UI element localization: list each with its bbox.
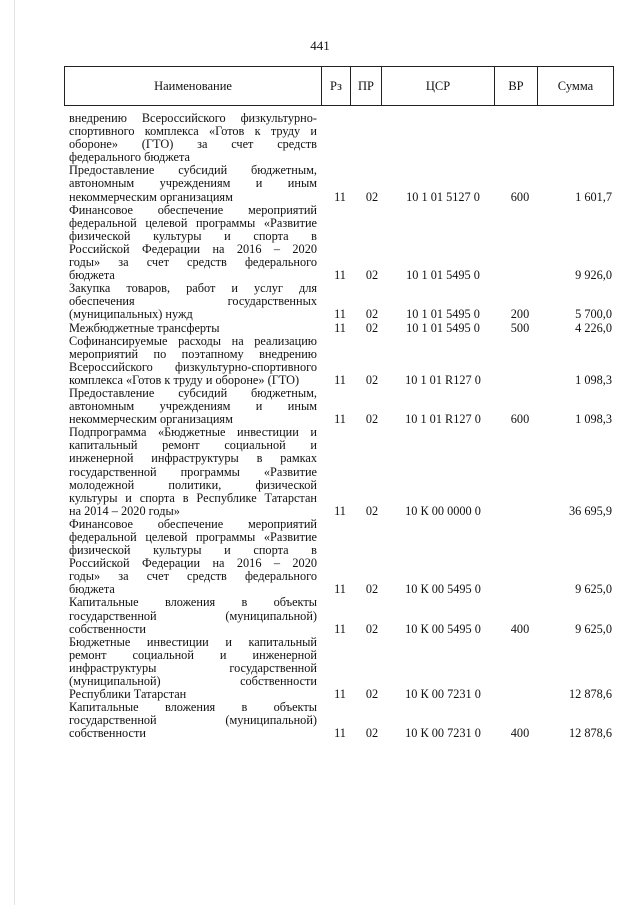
row-vr: 500 <box>510 320 530 335</box>
row-name-line: на 2014 – 2020 годы» <box>69 503 180 518</box>
row-sum: 5 700,0 <box>575 307 612 322</box>
row-name <box>69 701 317 740</box>
row-sum: 1 098,3 <box>575 372 612 387</box>
row-name-line: годы» за счет средств федерального <box>69 569 317 584</box>
row-sum: 12 878,6 <box>568 726 612 741</box>
header-rz: Рз <box>321 67 350 105</box>
row-name-line: обороне» (ГТО) за счет средств <box>69 137 317 152</box>
row-name-line: некоммерческим организациям <box>69 412 233 427</box>
row-pr: 02 <box>365 687 379 702</box>
row-name-line: (муниципальных) нужд <box>69 307 193 322</box>
row-sum: 1 601,7 <box>575 189 612 204</box>
row-pr: 02 <box>365 307 379 322</box>
row-name <box>69 112 317 164</box>
row-name <box>69 596 317 635</box>
row-sum: 9 625,0 <box>575 621 612 636</box>
row-rz: 11 <box>334 726 346 741</box>
row-name-line: Межбюджетные трансферты <box>69 320 220 335</box>
row-pr: 02 <box>365 372 379 387</box>
row-name-line: собственности <box>69 726 146 741</box>
row-vr: 600 <box>510 189 530 204</box>
row-name-line: внедрению Всероссийского физкультурно- <box>69 111 317 125</box>
header-name: Наименование <box>154 78 232 93</box>
row-rz: 11 <box>334 372 346 387</box>
row-name-line: автономным учреждениям и иным <box>69 176 317 191</box>
header-sum: Сумма <box>537 67 613 105</box>
row-name-line: Предоставление субсидий бюджетным, <box>69 163 317 178</box>
row-sum: 1 098,3 <box>575 412 612 427</box>
row-name <box>69 282 317 321</box>
row-rz: 11 <box>334 582 346 597</box>
row-vr: 400 <box>510 621 530 636</box>
row-name-line: Предоставление субсидий бюджетным, <box>69 385 317 400</box>
table-row <box>69 701 614 740</box>
header-vr: ВР <box>494 67 537 105</box>
row-name-line: Капитальные вложения в объекты <box>69 595 317 610</box>
table-row <box>69 335 614 387</box>
page-margin-line <box>14 0 15 905</box>
table-row <box>69 596 614 635</box>
row-rz: 11 <box>334 320 346 335</box>
row-name <box>69 204 317 283</box>
row-rz: 11 <box>334 621 346 636</box>
table-row <box>69 387 614 426</box>
row-name-line: годы» за счет средств федерального <box>69 255 317 270</box>
row-name-line: ремонт социальной и инженерной <box>69 647 317 662</box>
row-pr: 02 <box>365 268 379 283</box>
row-name-line: молодежной политики, физической <box>69 477 317 492</box>
row-sum: 9 625,0 <box>575 582 612 597</box>
row-rz: 11 <box>334 412 346 427</box>
table-header <box>64 66 614 106</box>
row-name <box>69 335 317 387</box>
row-name-line: Финансовое обеспечение мероприятий <box>69 202 317 217</box>
row-rz: 11 <box>334 307 346 322</box>
row-name-line: государственной (муниципальной) <box>69 608 317 623</box>
row-pr: 02 <box>365 582 379 597</box>
row-name-line: капитальный ремонт социальной и <box>69 438 317 453</box>
table-row <box>69 518 614 597</box>
table-row <box>69 636 614 701</box>
row-rz: 11 <box>334 268 346 283</box>
row-csr: 10 1 01 R127 0 <box>405 372 481 387</box>
header-pr: ПР <box>350 67 381 105</box>
table-row <box>69 164 614 203</box>
row-name-line: Капитальные вложения в объекты <box>69 700 317 715</box>
row-csr: 10 1 01 R127 0 <box>405 412 481 427</box>
page-number: 441 <box>310 38 330 53</box>
row-vr: 200 <box>510 307 530 322</box>
row-name-line: собственности <box>69 621 146 636</box>
row-name-line: физической культуры и спорта в <box>69 228 317 243</box>
row-rz: 11 <box>334 503 346 518</box>
row-name <box>69 322 317 335</box>
row-name-line: бюджета <box>69 582 115 597</box>
row-name-line: федерального бюджета <box>69 150 190 165</box>
table-body <box>69 112 614 741</box>
row-name-line: Российской Федерации на 2016 – 2020 <box>69 241 317 256</box>
row-name-line: физической культуры и спорта в <box>69 543 317 558</box>
row-sum: 36 695,9 <box>568 503 612 518</box>
row-pr: 02 <box>365 320 379 335</box>
row-rz: 11 <box>334 687 346 702</box>
row-csr: 10 1 01 5495 0 <box>406 320 480 335</box>
row-name <box>69 164 317 203</box>
row-rz: 11 <box>334 189 346 204</box>
table-row <box>69 112 614 164</box>
table-row <box>69 322 614 335</box>
row-csr: 10 К 00 7231 0 <box>405 687 481 702</box>
row-pr: 02 <box>365 412 379 427</box>
table-row <box>69 204 614 283</box>
row-name-line: некоммерческим организациям <box>69 189 233 204</box>
table-row <box>69 426 614 518</box>
row-name-line: обеспечения государственных <box>69 294 317 309</box>
row-name-line: Российской Федерации на 2016 – 2020 <box>69 556 317 571</box>
row-name-line: автономным учреждениям и иным <box>69 399 317 414</box>
row-name-line: бюджета <box>69 268 115 283</box>
row-name-line: государственной программы «Развитие <box>69 464 317 479</box>
row-name-line: комплекса «Готов к труду и обороне» (ГТО) <box>69 372 300 387</box>
row-name <box>69 636 317 701</box>
row-name-line: инфраструктуры государственной <box>69 660 317 675</box>
table-row <box>69 282 614 321</box>
row-name-line: Подпрограмма «Бюджетные инвестиции и <box>69 425 317 440</box>
row-name-line: (муниципальной) собственности <box>69 674 317 689</box>
row-pr: 02 <box>365 189 379 204</box>
row-csr: 10 К 00 5495 0 <box>405 621 481 636</box>
row-name-line: инженерной инфраструктуры в рамках <box>69 451 317 466</box>
row-name-line: федеральной целевой программы «Развитие <box>69 530 317 544</box>
row-name-line: Республики Татарстан <box>69 687 187 702</box>
row-csr: 10 1 01 5495 0 <box>406 268 480 283</box>
row-name <box>69 518 317 597</box>
row-sum: 12 878,6 <box>568 687 612 702</box>
row-name-line: государственной (муниципальной) <box>69 713 317 728</box>
row-csr: 10 1 01 5495 0 <box>406 307 480 322</box>
row-csr: 10 К 00 5495 0 <box>405 582 481 597</box>
row-csr: 10 К 00 7231 0 <box>405 726 481 741</box>
row-sum: 4 226,0 <box>575 320 612 335</box>
row-name-line: Бюджетные инвестиции и капитальный <box>69 634 317 649</box>
header-csr: ЦСР <box>381 67 494 105</box>
row-pr: 02 <box>365 726 379 741</box>
row-name-line: федеральной целевой программы «Развитие <box>69 215 317 230</box>
row-name <box>69 387 317 426</box>
row-pr: 02 <box>365 503 379 518</box>
row-sum: 9 926,0 <box>575 268 612 283</box>
row-name <box>69 426 317 518</box>
row-name-line: Софинансируемые расходы на реализацию <box>69 333 317 348</box>
row-name-line: спортивного комплекса «Готов к труду и <box>69 124 317 139</box>
row-name-line: культуры и спорта в Республике Татарстан <box>69 490 317 505</box>
row-csr: 10 К 00 0000 0 <box>405 503 481 518</box>
row-name-line: Финансовое обеспечение мероприятий <box>69 516 317 531</box>
row-csr: 10 1 01 5127 0 <box>406 189 480 204</box>
row-name-line: Всероссийского физкультурно-спортивного <box>69 359 317 374</box>
row-name-line: Закупка товаров, работ и услуг для <box>69 281 317 296</box>
row-pr: 02 <box>365 621 379 636</box>
row-vr: 600 <box>510 412 530 427</box>
row-name-line: мероприятий по поэтапному внедрению <box>69 346 317 361</box>
row-vr: 400 <box>510 726 530 741</box>
